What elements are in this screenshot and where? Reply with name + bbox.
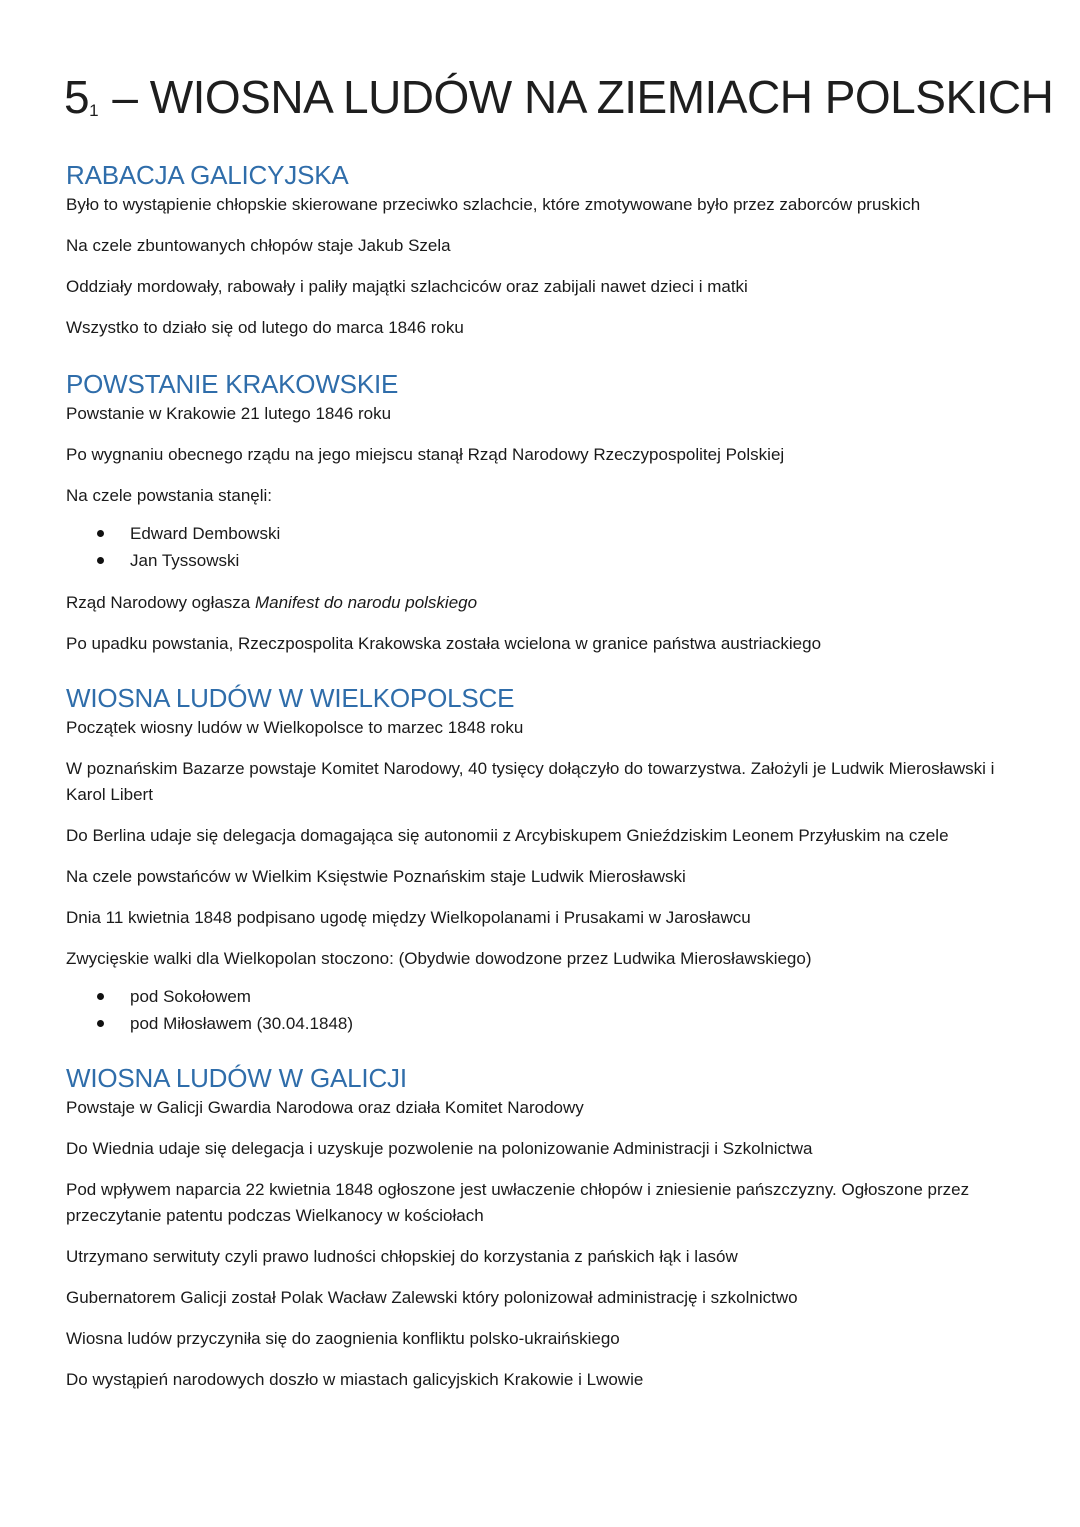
section-powstanie-krakowskie	[66, 369, 1016, 657]
paragraph: Oddziały mordowały, rabowały i paliły majątki szlachciców oraz zabijali nawet dzieci i matki	[66, 277, 748, 296]
section-heading: POWSTANIE KRAKOWSKIE	[66, 369, 399, 399]
section-wielkopolska	[66, 683, 1016, 1037]
paragraph: Wiosna ludów przyczyniła się do zaognienia konfliktu polsko-ukraińskiego	[66, 1329, 620, 1348]
paragraph: Było to wystąpienie chłopskie skierowane przeciwko szlachcie, które zmotywowane było przez zaborców pruskich	[66, 195, 921, 214]
paragraph: Po upadku powstania, Rzeczpospolita Krakowska została wcielona w granice państwa austriackiego	[66, 634, 822, 653]
list-item	[66, 520, 1016, 547]
list-item	[66, 983, 1016, 1010]
paragraph: Zwycięskie walki dla Wielkopolan stoczono: (Obydwie dowodzone przez Ludwika Mierosławskiego)	[66, 949, 812, 968]
paragraph: Początek wiosny ludów w Wielkopolsce to marzec 1848 roku	[66, 718, 524, 737]
list-item-text: Edward Dembowski	[130, 524, 281, 543]
list-item	[66, 547, 1016, 574]
title-text: – WIOSNA LUDÓW NA ZIEMIACH POLSKICH	[100, 71, 1054, 123]
bullet-list	[66, 520, 1016, 574]
manifest-prefix: Rząd Narodowy ogłasza	[66, 593, 255, 612]
section-heading: WIOSNA LUDÓW W WIELKOPOLSCE	[66, 683, 515, 713]
title-number: 5	[64, 71, 90, 123]
paragraph: Pod wpływem naparcia 22 kwietnia 1848 ogłoszone jest uwłaczenie chłopów i zniesienie pańszczyzny. Ogłoszone przez przeczytanie patentu podczas Wielkanocy w kościołach	[66, 1180, 970, 1225]
section-heading: RABACJA GALICYJSKA	[66, 160, 349, 190]
bullet-icon	[97, 993, 104, 1000]
paragraph: Po wygnaniu obecnego rządu na jego miejscu stanął Rząd Narodowy Rzeczypospolitej Polskiej	[66, 445, 785, 464]
bullet-icon	[97, 557, 104, 564]
list-item	[66, 1010, 1016, 1037]
page-title	[64, 66, 1054, 142]
section-rabacja	[66, 160, 1016, 341]
paragraph: Wszystko to działo się od lutego do marca 1846 roku	[66, 318, 464, 337]
bullet-icon	[97, 1020, 104, 1027]
document-page	[64, 66, 1054, 1415]
paragraph: Do Wiednia udaje się delegacja i uzyskuje pozwolenie na polonizowanie Administracji i Szkolnictwa	[66, 1139, 813, 1158]
list-item-text: pod Sokołowem	[130, 987, 251, 1006]
paragraph: W poznańskim Bazarze powstaje Komitet Narodowy, 40 tysięcy dołączyło do towarzystwa. Założyli je Ludwik Mierosławski i Karol Libert	[66, 759, 995, 804]
paragraph: Do wystąpień narodowych doszło w miastach galicyjskich Krakowie i Lwowie	[66, 1370, 644, 1389]
paragraph: Do Berlina udaje się delegacja domagająca się autonomii z Arcybiskupem Gnieździskim Leonem Przyłuskim na czele	[66, 826, 949, 845]
bullet-list	[66, 983, 1016, 1037]
paragraph: Na czele powstańców w Wielkim Księstwie Poznańskim staje Ludwik Mierosławski	[66, 867, 686, 886]
paragraph: Powstaje w Galicji Gwardia Narodowa oraz działa Komitet Narodowy	[66, 1098, 584, 1117]
section-galicja	[66, 1063, 1016, 1393]
title-subscript: 1	[89, 101, 99, 120]
paragraph: Utrzymano serwituty czyli prawo ludności chłopskiej do korzystania z pańskich łąk i lasów	[66, 1247, 738, 1266]
list-item-text: Jan Tyssowski	[130, 551, 240, 570]
paragraph: Powstanie w Krakowie 21 lutego 1846 roku	[66, 404, 392, 423]
manifest-title: Manifest do narodu polskiego	[254, 593, 478, 612]
section-heading: WIOSNA LUDÓW W GALICJI	[66, 1063, 407, 1093]
paragraph: Gubernatorem Galicji został Polak Wacław Zalewski który polonizował administrację i szkolnictwo	[66, 1288, 798, 1307]
paragraph: Na czele zbuntowanych chłopów staje Jakub Szela	[66, 236, 451, 255]
paragraph: Dnia 11 kwietnia 1848 podpisano ugodę między Wielkopolanami i Prusakami w Jarosławcu	[66, 908, 751, 927]
paragraph: Na czele powstania stanęli:	[66, 486, 273, 505]
bullet-icon	[97, 530, 104, 537]
list-item-text: pod Miłosławem (30.04.1848)	[130, 1014, 354, 1033]
paragraph-manifest	[66, 590, 1016, 616]
